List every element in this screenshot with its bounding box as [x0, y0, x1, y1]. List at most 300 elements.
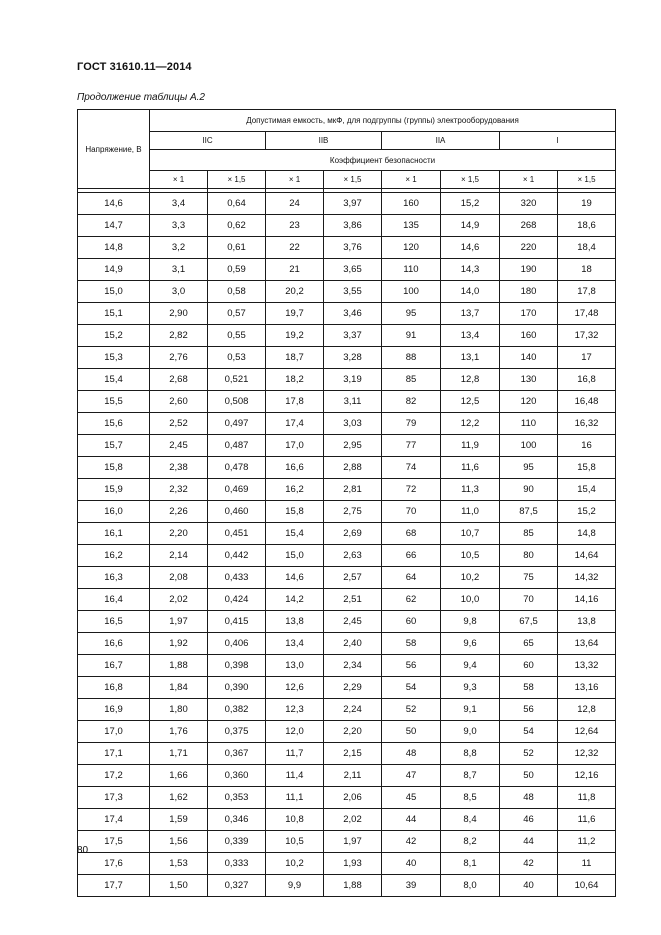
- iic-x15-cell: 0,382: [208, 699, 266, 721]
- voltage-cell: 17,1: [78, 743, 150, 765]
- i-x15-cell: 12,16: [558, 765, 616, 787]
- iia-x1-cell: 64: [382, 567, 441, 589]
- capacitance-table: [77, 109, 616, 897]
- iia-x1-cell: 85: [382, 369, 441, 391]
- iib-x1-cell: 17,0: [266, 435, 324, 457]
- table-row: [78, 413, 616, 435]
- iib-x1-cell: 14,2: [266, 589, 324, 611]
- group-header-iic: IIC: [150, 132, 266, 150]
- iic-x1-cell: 3,0: [150, 281, 208, 303]
- i-x1-cell: 120: [500, 391, 558, 413]
- i-x15-cell: 15,4: [558, 479, 616, 501]
- table-row: [78, 523, 616, 545]
- table-row: [78, 391, 616, 413]
- table-row: [78, 743, 616, 765]
- iia-x1-cell: 45: [382, 787, 441, 809]
- iib-x15-cell: 2,63: [324, 545, 382, 567]
- table-row: [78, 435, 616, 457]
- voltage-cell: 16,0: [78, 501, 150, 523]
- i-x15-cell: 18,4: [558, 237, 616, 259]
- capacitance-header: Допустимая емкость, мкФ, для подгруппы (группы) электрооборудования: [150, 110, 616, 132]
- iia-x1-cell: 110: [382, 259, 441, 281]
- i-x1-cell: 130: [500, 369, 558, 391]
- voltage-cell: 15,3: [78, 347, 150, 369]
- iia-x15-cell: 9,3: [441, 677, 500, 699]
- iib-x1-cell: 22: [266, 237, 324, 259]
- iia-x15-cell: 8,0: [441, 875, 500, 897]
- iib-x1-cell: 24: [266, 193, 324, 215]
- voltage-cell: 14,9: [78, 259, 150, 281]
- iib-x1-cell: 15,4: [266, 523, 324, 545]
- iia-x1-cell: 74: [382, 457, 441, 479]
- iib-x1-cell: 13,4: [266, 633, 324, 655]
- iib-x15-cell: 2,75: [324, 501, 382, 523]
- i-x1-cell: 90: [500, 479, 558, 501]
- iia-x15-cell: 11,9: [441, 435, 500, 457]
- iic-x15-cell: 0,61: [208, 237, 266, 259]
- iic-x15-cell: 0,497: [208, 413, 266, 435]
- iia-x1-cell: 39: [382, 875, 441, 897]
- iia-x15-cell: 8,5: [441, 787, 500, 809]
- iib-x1-cell: 12,6: [266, 677, 324, 699]
- iia-x15-cell: 14,0: [441, 281, 500, 303]
- i-x15-cell: 16,8: [558, 369, 616, 391]
- iia-x1-cell: 68: [382, 523, 441, 545]
- iic-x15-cell: 0,469: [208, 479, 266, 501]
- iia-x15-cell: 8,4: [441, 809, 500, 831]
- voltage-cell: 15,0: [78, 281, 150, 303]
- table-row: [78, 655, 616, 677]
- voltage-cell: 14,8: [78, 237, 150, 259]
- iic-x1-cell: 2,60: [150, 391, 208, 413]
- iic-x1-cell: 2,08: [150, 567, 208, 589]
- i-x1-cell: 44: [500, 831, 558, 853]
- iic-x15-cell: 0,64: [208, 193, 266, 215]
- iia-x15-cell: 10,0: [441, 589, 500, 611]
- iib-x1-cell: 19,7: [266, 303, 324, 325]
- i-x15-cell: 11,8: [558, 787, 616, 809]
- iia-x1-cell: 58: [382, 633, 441, 655]
- iib-x1-cell: 18,7: [266, 347, 324, 369]
- voltage-header: Напряжение, В: [78, 110, 150, 189]
- group-header-iib: IIB: [266, 132, 382, 150]
- voltage-cell: 16,1: [78, 523, 150, 545]
- iib-x15-cell: 2,02: [324, 809, 382, 831]
- i-x1-cell: 40: [500, 875, 558, 897]
- i-x1-cell: 58: [500, 677, 558, 699]
- iib-x1-cell: 16,2: [266, 479, 324, 501]
- iia-x1-cell: 52: [382, 699, 441, 721]
- i-x1-cell: 80: [500, 545, 558, 567]
- iib-x1-cell: 12,3: [266, 699, 324, 721]
- iic-x1-cell: 2,32: [150, 479, 208, 501]
- iic-x15-cell: 0,442: [208, 545, 266, 567]
- iia-x15-cell: 13,4: [441, 325, 500, 347]
- voltage-cell: 14,7: [78, 215, 150, 237]
- iic-x15-cell: 0,424: [208, 589, 266, 611]
- iia-x15-cell: 14,3: [441, 259, 500, 281]
- iib-x1-cell: 20,2: [266, 281, 324, 303]
- table-row: [78, 545, 616, 567]
- i-x15-cell: 15,8: [558, 457, 616, 479]
- i-x1-cell: 110: [500, 413, 558, 435]
- iia-x1-cell: 42: [382, 831, 441, 853]
- voltage-cell: 16,3: [78, 567, 150, 589]
- iib-x15-cell: 3,65: [324, 259, 382, 281]
- factor-header: × 1: [382, 171, 441, 189]
- iib-x15-cell: 3,28: [324, 347, 382, 369]
- table-row: [78, 611, 616, 633]
- table-row: [78, 787, 616, 809]
- iic-x1-cell: 2,20: [150, 523, 208, 545]
- iic-x15-cell: 0,487: [208, 435, 266, 457]
- i-x1-cell: 160: [500, 325, 558, 347]
- i-x15-cell: 14,32: [558, 567, 616, 589]
- iib-x15-cell: 2,11: [324, 765, 382, 787]
- iib-x1-cell: 16,6: [266, 457, 324, 479]
- iic-x15-cell: 0,460: [208, 501, 266, 523]
- table-row: [78, 875, 616, 897]
- iic-x1-cell: 2,82: [150, 325, 208, 347]
- voltage-cell: 16,9: [78, 699, 150, 721]
- iic-x1-cell: 1,92: [150, 633, 208, 655]
- iia-x1-cell: 79: [382, 413, 441, 435]
- voltage-cell: 15,5: [78, 391, 150, 413]
- iia-x15-cell: 8,7: [441, 765, 500, 787]
- iic-x1-cell: 1,80: [150, 699, 208, 721]
- i-x15-cell: 18,6: [558, 215, 616, 237]
- i-x1-cell: 320: [500, 193, 558, 215]
- table-row: [78, 765, 616, 787]
- iic-x15-cell: 0,508: [208, 391, 266, 413]
- voltage-cell: 16,2: [78, 545, 150, 567]
- iic-x1-cell: 2,02: [150, 589, 208, 611]
- voltage-cell: 16,7: [78, 655, 150, 677]
- voltage-cell: 15,8: [78, 457, 150, 479]
- i-x1-cell: 75: [500, 567, 558, 589]
- iib-x15-cell: 2,24: [324, 699, 382, 721]
- i-x1-cell: 52: [500, 743, 558, 765]
- voltage-cell: 16,8: [78, 677, 150, 699]
- iib-x15-cell: 2,15: [324, 743, 382, 765]
- iib-x15-cell: 2,88: [324, 457, 382, 479]
- i-x15-cell: 11: [558, 853, 616, 875]
- iib-x1-cell: 11,1: [266, 787, 324, 809]
- table-row: [78, 479, 616, 501]
- voltage-cell: 17,5: [78, 831, 150, 853]
- i-x1-cell: 95: [500, 457, 558, 479]
- iib-x15-cell: 2,51: [324, 589, 382, 611]
- table-row: [78, 193, 616, 215]
- table-row: [78, 809, 616, 831]
- iia-x15-cell: 9,6: [441, 633, 500, 655]
- iic-x15-cell: 0,333: [208, 853, 266, 875]
- iic-x15-cell: 0,398: [208, 655, 266, 677]
- table-row: [78, 347, 616, 369]
- table-row: [78, 303, 616, 325]
- iib-x15-cell: 3,46: [324, 303, 382, 325]
- iia-x1-cell: 56: [382, 655, 441, 677]
- i-x1-cell: 140: [500, 347, 558, 369]
- iia-x15-cell: 10,7: [441, 523, 500, 545]
- table-row: [78, 237, 616, 259]
- iia-x15-cell: 8,8: [441, 743, 500, 765]
- iia-x15-cell: 9,8: [441, 611, 500, 633]
- iia-x15-cell: 8,1: [441, 853, 500, 875]
- iic-x15-cell: 0,53: [208, 347, 266, 369]
- table-row: [78, 281, 616, 303]
- iib-x15-cell: 2,34: [324, 655, 382, 677]
- iia-x15-cell: 12,2: [441, 413, 500, 435]
- iib-x1-cell: 15,0: [266, 545, 324, 567]
- i-x15-cell: 10,64: [558, 875, 616, 897]
- table-row: [78, 831, 616, 853]
- iic-x15-cell: 0,339: [208, 831, 266, 853]
- i-x15-cell: 14,8: [558, 523, 616, 545]
- table-row: [78, 721, 616, 743]
- iib-x1-cell: 11,4: [266, 765, 324, 787]
- iia-x15-cell: 10,2: [441, 567, 500, 589]
- i-x1-cell: 67,5: [500, 611, 558, 633]
- voltage-cell: 16,6: [78, 633, 150, 655]
- iic-x15-cell: 0,59: [208, 259, 266, 281]
- i-x1-cell: 87,5: [500, 501, 558, 523]
- iib-x15-cell: 3,55: [324, 281, 382, 303]
- i-x1-cell: 100: [500, 435, 558, 457]
- iic-x1-cell: 3,1: [150, 259, 208, 281]
- i-x1-cell: 46: [500, 809, 558, 831]
- table-row: [78, 259, 616, 281]
- group-header-i: I: [500, 132, 616, 150]
- iic-x1-cell: 2,68: [150, 369, 208, 391]
- iia-x1-cell: 40: [382, 853, 441, 875]
- iic-x1-cell: 1,62: [150, 787, 208, 809]
- i-x15-cell: 13,32: [558, 655, 616, 677]
- i-x15-cell: 19: [558, 193, 616, 215]
- i-x1-cell: 50: [500, 765, 558, 787]
- voltage-cell: 17,7: [78, 875, 150, 897]
- iic-x1-cell: 3,4: [150, 193, 208, 215]
- voltage-cell: 15,2: [78, 325, 150, 347]
- factor-header: × 1,5: [324, 171, 382, 189]
- i-x15-cell: 12,64: [558, 721, 616, 743]
- i-x15-cell: 14,16: [558, 589, 616, 611]
- voltage-cell: 16,4: [78, 589, 150, 611]
- iib-x1-cell: 17,8: [266, 391, 324, 413]
- table-row: [78, 325, 616, 347]
- iic-x1-cell: 1,71: [150, 743, 208, 765]
- iib-x1-cell: 10,5: [266, 831, 324, 853]
- iib-x15-cell: 2,06: [324, 787, 382, 809]
- iia-x1-cell: 70: [382, 501, 441, 523]
- document-code: ГОСТ 31610.11—2014: [77, 61, 192, 73]
- i-x15-cell: 11,2: [558, 831, 616, 853]
- i-x15-cell: 17,32: [558, 325, 616, 347]
- iib-x15-cell: 2,20: [324, 721, 382, 743]
- iic-x1-cell: 1,97: [150, 611, 208, 633]
- iia-x1-cell: 135: [382, 215, 441, 237]
- factor-header: × 1,5: [208, 171, 266, 189]
- i-x1-cell: 42: [500, 853, 558, 875]
- iib-x15-cell: 2,69: [324, 523, 382, 545]
- voltage-cell: 17,6: [78, 853, 150, 875]
- iic-x1-cell: 1,59: [150, 809, 208, 831]
- iia-x1-cell: 77: [382, 435, 441, 457]
- iib-x15-cell: 3,97: [324, 193, 382, 215]
- i-x15-cell: 11,6: [558, 809, 616, 831]
- iia-x15-cell: 15,2: [441, 193, 500, 215]
- iib-x15-cell: 3,37: [324, 325, 382, 347]
- i-x15-cell: 16: [558, 435, 616, 457]
- iic-x1-cell: 1,53: [150, 853, 208, 875]
- iic-x15-cell: 0,57: [208, 303, 266, 325]
- factor-header: × 1,5: [441, 171, 500, 189]
- iib-x1-cell: 14,6: [266, 567, 324, 589]
- voltage-cell: 17,0: [78, 721, 150, 743]
- iia-x15-cell: 14,6: [441, 237, 500, 259]
- iic-x15-cell: 0,62: [208, 215, 266, 237]
- iia-x15-cell: 12,8: [441, 369, 500, 391]
- i-x15-cell: 12,8: [558, 699, 616, 721]
- iib-x1-cell: 21: [266, 259, 324, 281]
- i-x1-cell: 60: [500, 655, 558, 677]
- iic-x1-cell: 3,3: [150, 215, 208, 237]
- iia-x15-cell: 10,5: [441, 545, 500, 567]
- iia-x15-cell: 11,0: [441, 501, 500, 523]
- table-row: [78, 215, 616, 237]
- iic-x1-cell: 2,52: [150, 413, 208, 435]
- voltage-cell: 15,4: [78, 369, 150, 391]
- iia-x15-cell: 8,2: [441, 831, 500, 853]
- iib-x15-cell: 3,86: [324, 215, 382, 237]
- iic-x1-cell: 2,14: [150, 545, 208, 567]
- iic-x1-cell: 1,56: [150, 831, 208, 853]
- group-header-iia: IIA: [382, 132, 500, 150]
- iic-x1-cell: 1,66: [150, 765, 208, 787]
- iia-x15-cell: 9,1: [441, 699, 500, 721]
- iic-x15-cell: 0,406: [208, 633, 266, 655]
- i-x1-cell: 54: [500, 721, 558, 743]
- iia-x1-cell: 88: [382, 347, 441, 369]
- i-x15-cell: 14,64: [558, 545, 616, 567]
- i-x15-cell: 17: [558, 347, 616, 369]
- i-x1-cell: 190: [500, 259, 558, 281]
- iib-x1-cell: 13,0: [266, 655, 324, 677]
- table-row: [78, 567, 616, 589]
- iic-x1-cell: 2,90: [150, 303, 208, 325]
- i-x1-cell: 170: [500, 303, 558, 325]
- i-x1-cell: 65: [500, 633, 558, 655]
- iic-x15-cell: 0,390: [208, 677, 266, 699]
- iib-x1-cell: 10,8: [266, 809, 324, 831]
- iia-x15-cell: 9,4: [441, 655, 500, 677]
- iic-x1-cell: 3,2: [150, 237, 208, 259]
- iia-x15-cell: 13,1: [441, 347, 500, 369]
- iic-x1-cell: 2,26: [150, 501, 208, 523]
- i-x15-cell: 15,2: [558, 501, 616, 523]
- voltage-cell: 15,9: [78, 479, 150, 501]
- table-row: [78, 633, 616, 655]
- iib-x15-cell: 2,95: [324, 435, 382, 457]
- iib-x1-cell: 10,2: [266, 853, 324, 875]
- iib-x15-cell: 1,88: [324, 875, 382, 897]
- iib-x15-cell: 1,97: [324, 831, 382, 853]
- iib-x1-cell: 15,8: [266, 501, 324, 523]
- iib-x1-cell: 23: [266, 215, 324, 237]
- iib-x1-cell: 13,8: [266, 611, 324, 633]
- table-caption: Продолжение таблицы А.2: [77, 92, 205, 103]
- iic-x15-cell: 0,415: [208, 611, 266, 633]
- i-x1-cell: 180: [500, 281, 558, 303]
- table-row: [78, 699, 616, 721]
- voltage-cell: 17,4: [78, 809, 150, 831]
- factor-header: × 1,5: [558, 171, 616, 189]
- iic-x15-cell: 0,367: [208, 743, 266, 765]
- iia-x1-cell: 91: [382, 325, 441, 347]
- iia-x1-cell: 44: [382, 809, 441, 831]
- iib-x1-cell: 9,9: [266, 875, 324, 897]
- iia-x1-cell: 50: [382, 721, 441, 743]
- iia-x15-cell: 13,7: [441, 303, 500, 325]
- iia-x1-cell: 62: [382, 589, 441, 611]
- iic-x15-cell: 0,346: [208, 809, 266, 831]
- iib-x15-cell: 3,11: [324, 391, 382, 413]
- iia-x15-cell: 11,6: [441, 457, 500, 479]
- iic-x15-cell: 0,353: [208, 787, 266, 809]
- iic-x1-cell: 1,88: [150, 655, 208, 677]
- i-x15-cell: 16,32: [558, 413, 616, 435]
- iia-x15-cell: 11,3: [441, 479, 500, 501]
- iib-x1-cell: 18,2: [266, 369, 324, 391]
- iib-x15-cell: 2,29: [324, 677, 382, 699]
- iic-x15-cell: 0,327: [208, 875, 266, 897]
- iib-x15-cell: 3,03: [324, 413, 382, 435]
- voltage-cell: 15,1: [78, 303, 150, 325]
- i-x1-cell: 268: [500, 215, 558, 237]
- iia-x1-cell: 95: [382, 303, 441, 325]
- iia-x1-cell: 60: [382, 611, 441, 633]
- iia-x1-cell: 66: [382, 545, 441, 567]
- i-x15-cell: 13,64: [558, 633, 616, 655]
- iib-x15-cell: 2,81: [324, 479, 382, 501]
- iia-x15-cell: 14,9: [441, 215, 500, 237]
- i-x15-cell: 12,32: [558, 743, 616, 765]
- iic-x1-cell: 2,38: [150, 457, 208, 479]
- i-x1-cell: 70: [500, 589, 558, 611]
- table-body: [78, 193, 616, 897]
- i-x1-cell: 220: [500, 237, 558, 259]
- table-row: [78, 501, 616, 523]
- table-row: [78, 677, 616, 699]
- iia-x1-cell: 48: [382, 743, 441, 765]
- iic-x1-cell: 1,76: [150, 721, 208, 743]
- iia-x1-cell: 100: [382, 281, 441, 303]
- i-x15-cell: 13,8: [558, 611, 616, 633]
- i-x15-cell: 18: [558, 259, 616, 281]
- iib-x15-cell: 2,40: [324, 633, 382, 655]
- iic-x1-cell: 2,45: [150, 435, 208, 457]
- i-x15-cell: 13,16: [558, 677, 616, 699]
- safety-factor-header: Коэффициент безопасности: [150, 150, 616, 171]
- i-x15-cell: 16,48: [558, 391, 616, 413]
- iic-x15-cell: 0,55: [208, 325, 266, 347]
- table-row: [78, 457, 616, 479]
- i-x1-cell: 48: [500, 787, 558, 809]
- iic-x15-cell: 0,375: [208, 721, 266, 743]
- table-row: [78, 853, 616, 875]
- voltage-cell: 17,2: [78, 765, 150, 787]
- voltage-cell: 17,3: [78, 787, 150, 809]
